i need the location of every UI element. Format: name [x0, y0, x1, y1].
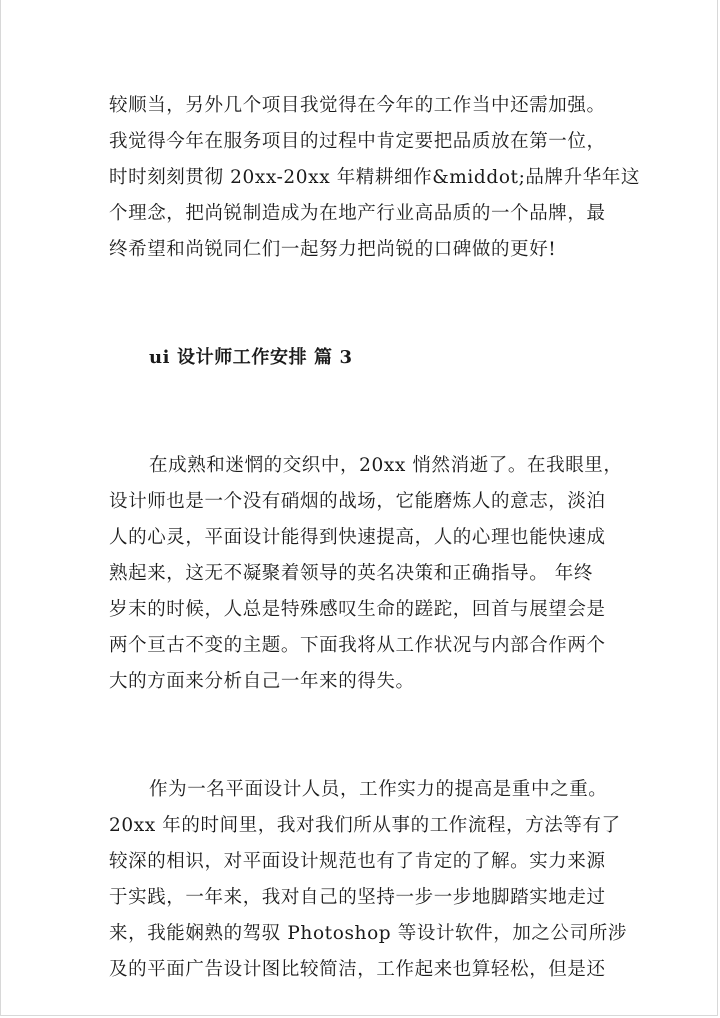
- text-line: 岁末的时候，人总是特殊感叹生命的蹉跎，回首与展望会是: [109, 599, 606, 620]
- text-line: 20xx 年的时间里，我对我们所从事的工作流程，方法等有了: [109, 815, 621, 836]
- text-line: 时时刻刻贯彻 20xx-20xx 年精耕细作&middot;品牌升华年这: [109, 167, 641, 188]
- text-line: 较顺当，另外几个项目我觉得在今年的工作当中还需加强。: [109, 95, 606, 116]
- document-body: [109, 88, 641, 988]
- text-line: 及的平面广告设计图比较简洁，工作起来也算轻松，但是还: [109, 959, 606, 980]
- text-line: 熟起来，这无不凝聚着领导的英名决策和正确指导。 年终: [109, 563, 593, 584]
- text-line: 终希望和尚锐同仁们一起努力把尚锐的口碑做的更好!: [109, 239, 557, 260]
- text-line: 设计师也是一个没有硝烟的战场，它能磨炼人的意志，淡泊: [109, 491, 606, 512]
- section-heading: ui 设计师工作安排 篇 3: [149, 347, 353, 368]
- text-line: 于实践，一年来，我对自己的坚持一步一步地脚踏实地走过: [109, 887, 606, 908]
- text-line: 在成熟和迷惘的交织中，20xx 悄然消逝了。在我眼里，: [149, 455, 623, 476]
- text-line: 两个亘古不变的主题。下面我将从工作状况与内部合作两个: [109, 635, 606, 656]
- text-line: 个理念，把尚锐制造成为在地产行业高品质的一个品牌，最: [109, 203, 606, 224]
- text-line: 来，我能娴熟的驾驭 Photoshop 等设计软件，加之公司所涉: [109, 923, 627, 944]
- paragraph-work-ability: [109, 772, 627, 988]
- text-line: 人的心灵，平面设计能得到快速提高，人的心理也能快速成: [109, 527, 606, 548]
- text-line: 作为一名平面设计人员，工作实力的提高是重中之重。: [149, 779, 608, 800]
- text-line: 较深的相识，对平面设计规范也有了肯定的了解。实力来源: [109, 851, 606, 872]
- text-line: 大的方面来分析自己一年来的得失。: [109, 671, 415, 692]
- paragraph-year-review: [109, 448, 621, 700]
- paragraph-quality-first: [109, 88, 641, 268]
- text-line: 我觉得今年在服务项目的过程中肯定要把品质放在第一位，: [109, 131, 606, 152]
